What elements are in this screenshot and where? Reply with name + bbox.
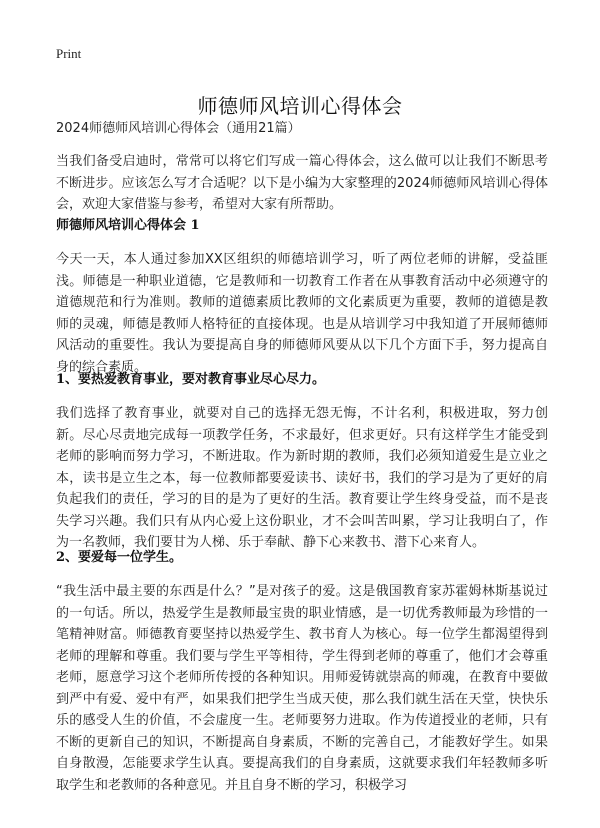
document-subtitle: 2024师德师风培训心得体会（通用21篇） <box>56 121 301 136</box>
page-title: 师德师风培训心得体会 <box>197 94 403 119</box>
body-paragraph-1: 今天一天，本人通过参加XX区组织的师德培训学习，听了两位老师的讲解，受益匪浅。师德是一种职业道德，它是教师和一切教育工作者在从事教育活动中必须遵守的道德规范和行为准则。教师的道德素质比教师的文化素质更为重要，教师的道德是教师的灵魂，师德是教师人格特征的直接体现。也是从培训学习中我知道了开展师德师风活动的重要性。我认为要提高自身的师德师风要从以下几个方面下手，努力提高自身的综合素质。 <box>56 252 548 375</box>
point-2-heading: 2、要爱每一位学生。 <box>56 550 183 565</box>
essay-heading: 师德师风培训心得体会 1 <box>56 218 200 233</box>
body-paragraph-3: “我生活中最主要的东西是什么？”是对孩子的爱。这是俄国教育家苏霍姆林斯基说过的一句话。所以，热爱学生是教师最宝贵的职业情感，是一切优秀教师最为珍惜的一笔精神财富。师德教育要坚持以热爱学生、教书育人为核心。每一位学生都渴望得到老师的理解和尊重。我们要与学生平等相待，学生得到老师的尊重了，他们才会尊重老师，愿意学习这个老师所传授的各种知识。用师爱铸就崇高的师魂，在教育中要做到严中有爱、爱中有严，如果我们把学生当成天使，那么我们就生活在天堂，快快乐乐的感受人生的价值，不会虚度一生。老师要努力进取。作为传道授业的老师，只有不断的更新自己的知识，不断提高自身素质，不断的完善自己，才能教好学生。如果自身散漫，怎能要求学生认真。要提高我们的自身素质，这就要求我们年轻教师多听取学生和老教师的各种意见。并且自身不断的学习，积极学习 <box>56 584 548 793</box>
intro-paragraph: 当我们备受启迪时，常常可以将它们写成一篇心得体会，这么做可以让我们不断思考不断进步。应该怎么写才合适呢？以下是小编为大家整理的2024师德师风培训心得体会，欢迎大家借鉴与参考，希望对大家有所帮助。 <box>56 154 548 212</box>
point-1-heading: 1、要热爱教育事业，要对教育事业尽心尽力。 <box>56 372 326 387</box>
body-paragraph-2: 我们选择了教育事业，就要对自己的选择无怨无悔，不计名利，积极进取，努力创新。尽心尽责地完成每一项教学任务，不求最好，但求更好。只有这样学生才能受到老师的影响而努力学习，不断进取。作为新时期的教师，我们必须知道爱生是立业之本，读书是立生之本，每一位教师都要爱读书、读好书，我们的学习是为了更好的肩负起我们的责任，学习的目的是为了更好的生活。教育要让学生终身受益，而不是丧失学习兴趣。我们只有从内心爱上这份职业，才不会叫苦叫累，学习让我明白了，作为一名教师，我们要甘为人梯、乐于奉献、静下心来教书、潜下心来育人。 <box>56 406 548 550</box>
print-link[interactable]: Print <box>56 46 82 61</box>
